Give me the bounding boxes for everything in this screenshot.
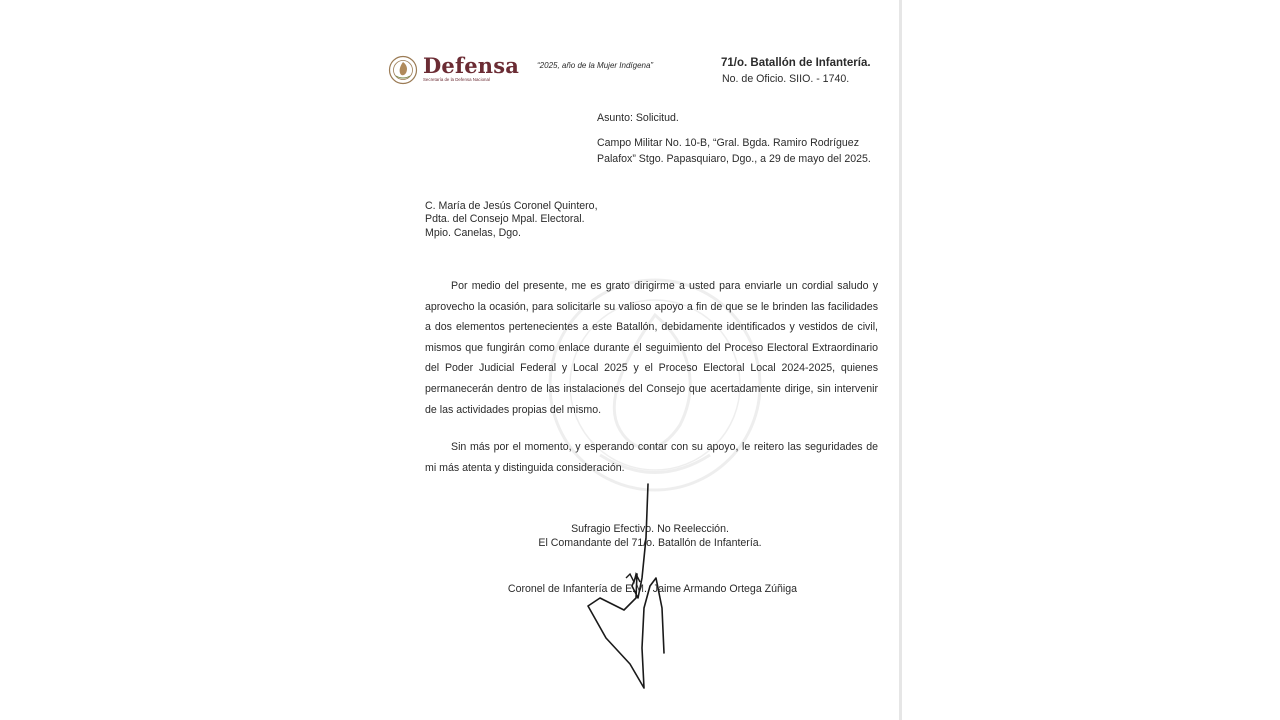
unit-name: 71/o. Batallón de Infantería. — [721, 57, 871, 69]
recipient-location: Mpio. Canelas, Dgo. — [425, 227, 521, 239]
year-motto: “2025, año de la Mujer Indígena” — [537, 61, 654, 70]
page-edge — [899, 0, 902, 720]
recipient-title: Pdta. del Consejo Mpal. Electoral. — [425, 213, 585, 225]
org-subtitle: Secretaría de la Defensa Nacional — [423, 77, 490, 82]
office-number: No. de Oficio. SIIO. - 1740. — [722, 73, 850, 85]
handwritten-signature — [580, 478, 690, 693]
org-logo-wordmark: Defensa — [423, 53, 520, 78]
recipient-name: C. María de Jesús Coronel Quintero, — [425, 200, 598, 212]
subject-line: Asunto: Solicitud. — [597, 112, 679, 124]
coat-of-arms-icon — [388, 55, 418, 85]
closing-slogan: Sufragio Efectivo. No Reelección. — [571, 523, 729, 535]
place-date-line-2: Palafox” Stgo. Papasquiaro, Dgo., a 29 de mayo del 2025. — [597, 153, 871, 165]
body-paragraph-2: Sin más por el momento, y esperando contar con su apoyo, le reitero las seguridades de mi más atenta y distinguida consideración. — [425, 441, 878, 474]
signer-name: Coronel de Infantería de E.M., Jaime Armando Ortega Zúñiga — [507, 583, 798, 595]
place-date-line-1: Campo Militar No. 10-B, “Gral. Bgda. Ramiro Rodríguez — [597, 137, 859, 149]
closing-role: El Comandante del 71/o. Batallón de Infantería. — [538, 537, 762, 549]
body-paragraph-1: Por medio del presente, me es grato dirigirme a usted para enviarle un cordial saludo y aprovecho la ocasión, para solicitarle su valioso apoyo a fin de que se le brinden las facilidades a dos elementos pertenecientes a este Batallón, debidamente identificados y vestidos de civil, mismos que fungirán como enlace durante el seguimiento del Proceso Electoral Extraordinario del Poder Judicial Federal y Local 2025 y el Proceso Electoral Local 2024-2025, quienes permanecerán dentro de las instalaciones del Consejo que acertadamente dirige, sin intervenir de las actividades propias del mismo. — [425, 280, 878, 416]
